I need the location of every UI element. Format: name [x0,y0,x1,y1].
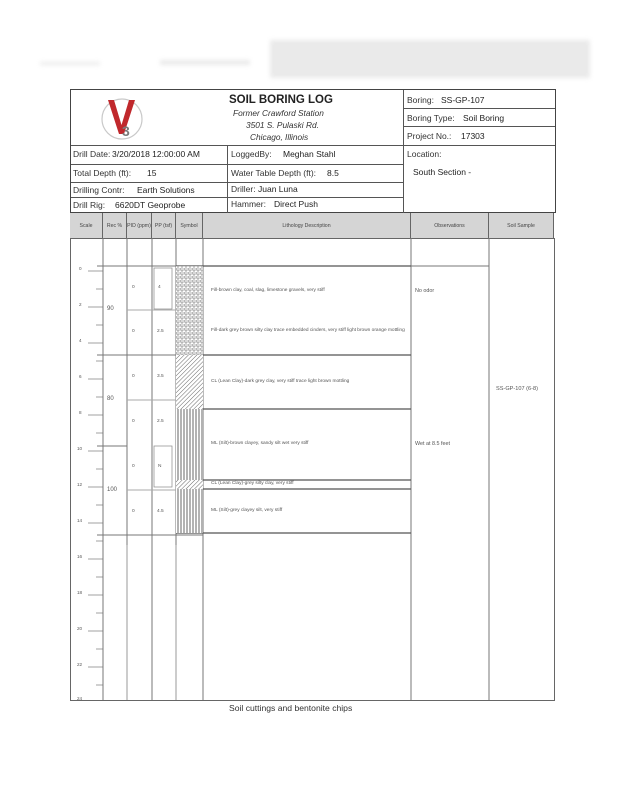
lithology-desc: ML (Silt)-brown clayey, sandy silt wet very stiff [211,441,309,446]
lithology-desc: Fill-dark grey brown silty clay trace embedded cinders, very stiff light brown orange mottling [211,328,405,333]
scale-18: 18 [77,590,83,595]
scale-12: 12 [77,482,83,487]
lithology-desc: Fill-brown clay, coal, slag, limestone gravels, very stiff [211,288,325,293]
pid-value: 0 [132,374,135,379]
project-value: 17303 [461,131,485,141]
total-depth-value: 15 [147,168,157,178]
col-symbol: Symbol [176,213,203,238]
drill-date-value: 3/20/2018 12:00:00 AM [112,149,200,159]
pp-value: 4 [158,285,161,290]
sample-id: SS-GP-107 (6-8) [496,386,538,392]
contractor-label: Drilling Contr: [73,185,125,195]
observation: Wet at 8.5 feet [415,441,450,447]
rec-value: 80 [107,396,114,402]
lithology-desc: CL (Lean Clay)-grey silty clay, very stiff [211,481,294,486]
pp-value: 4.5 [157,509,164,514]
scale-16: 16 [77,554,83,559]
site-address: 3501 S. Pulaski Rd. [246,120,319,130]
log-title: SOIL BORING LOG [229,94,333,106]
logged-by-value: Meghan Stahl [283,149,336,159]
svg-text:3: 3 [122,123,130,139]
site-city: Chicago, Illinois [250,132,309,142]
scale-20: 20 [77,626,83,631]
scale-14: 14 [77,518,83,523]
scale-2: 2 [79,302,82,307]
silt-symbol [176,409,203,480]
boring-type-label: Boring Type: [407,113,455,123]
pid-value: 0 [132,329,135,334]
pid-value: 0 [132,419,135,424]
driller-value: Juan Luna [258,184,298,194]
scale-4: 4 [79,338,82,343]
pid-value: 0 [132,285,135,290]
driller-label: Driller: [231,184,256,194]
rec-value: 90 [107,306,114,312]
scale-0: 0 [79,266,82,271]
pp-value: 2.5 [157,329,164,334]
hammer-label: Hammer: [231,199,266,209]
clay-symbol [176,355,203,409]
col-pid: PID (ppm) [127,213,152,238]
contractor-value: Earth Solutions [137,185,195,195]
logged-by-label: LoggedBy: [231,149,272,159]
project-label: Project No.: [407,131,452,141]
fill-symbol [176,266,203,355]
total-depth-label: Total Depth (ft): [73,168,132,178]
site-name: Former Crawford Station [233,108,324,118]
boring-value: SS-GP-107 [441,95,485,105]
pid-value: 0 [132,464,135,469]
boring-label: Boring: [407,95,434,105]
scale-8: 8 [79,410,82,415]
location-value: South Section - [413,167,472,177]
water-table-label: Water Table Depth (ft): [231,168,317,178]
observation: No odor [415,288,435,294]
col-lithology: Lithology Description [203,213,411,238]
col-sample: Soil Sample [489,213,554,238]
rec-value: 100 [107,487,118,493]
pp-value: 2.5 [157,419,164,424]
pp-value: 3.5 [157,374,164,379]
boring-type-value: Soil Boring [463,113,505,123]
hammer-value: Direct Push [274,199,318,209]
drill-date-label: Drill Date: [73,149,111,159]
scale-10: 10 [77,446,83,451]
scale-22: 22 [77,662,83,667]
col-rec: Rec % [103,213,127,238]
silt-symbol-2 [176,489,203,533]
pp-value: N [158,464,162,469]
col-scale: Scale [70,213,103,238]
lithology-desc: CL (Lean Clay)-dark grey clay, very stiff trace light brown mottling [211,379,350,384]
scale-6: 6 [79,374,82,379]
water-table-value: 8.5 [327,168,339,178]
col-observations: Observations [411,213,489,238]
clay-symbol-2 [176,480,203,489]
lithology-desc: ML (Silt)-grey clayey silt, very stiff [211,508,283,513]
pid-value: 0 [132,509,135,514]
scale-24: 24 [77,696,83,701]
location-label: Location: [407,149,442,159]
col-pp: PP (tsf) [152,213,176,238]
rig-value: 6620DT Geoprobe [115,200,186,210]
rig-label: Drill Rig: [73,200,106,210]
footer-note: Soil cuttings and bentonite chips [229,703,353,713]
